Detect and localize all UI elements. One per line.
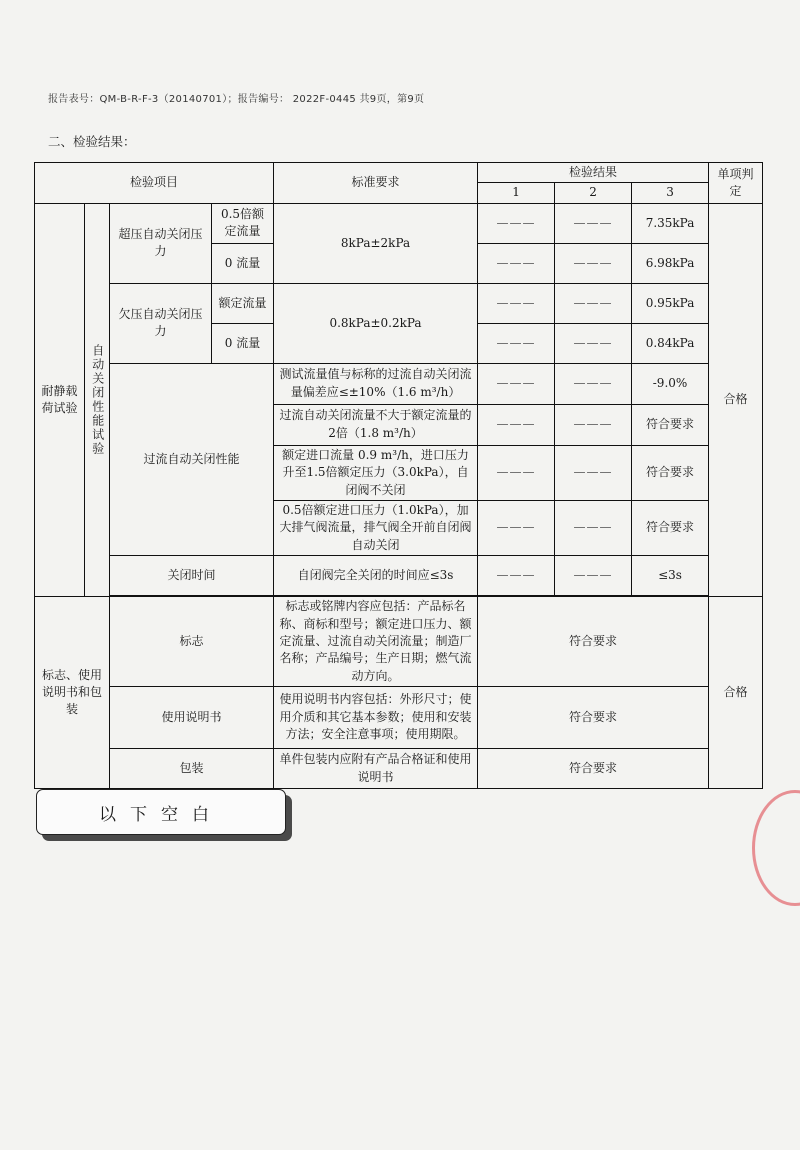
result-dash: ——— [478,445,555,500]
pack-req: 单件包装内应附有产品合格证和使用说明书 [274,749,478,789]
mark-label: 标志 [110,597,274,687]
result-dash: ——— [478,283,555,323]
result-dash: ——— [555,445,632,500]
header-result-3: 3 [632,183,709,203]
header-item: 检验项目 [35,163,274,204]
overflow-req4: 0.5倍额定进口压力（1.0kPa），加大排气阀流量，排气阀全开前自闭阀自动关闭 [274,500,478,555]
result-dash: ——— [555,500,632,555]
pack-label: 包装 [110,749,274,789]
mark-result: 符合要求 [478,597,709,687]
header-result-2: 2 [555,183,632,203]
over-r3-2: 6.98kPa [632,243,709,283]
result-dash: ——— [555,243,632,283]
under-label: 欠压自动关闭压力 [110,283,212,363]
manual-result: 符合要求 [478,687,709,749]
close-time-req: 自闭阀完全关闭的时间应≤3s [274,556,478,596]
overflow-r3-1: -9.0% [632,363,709,404]
over-label: 超压自动关闭压力 [110,203,212,283]
group2-name: 标志、使用说明书和包装 [35,597,110,789]
result-dash: ——— [478,363,555,404]
inspection-results-table [34,162,763,789]
result-dash: ——— [478,243,555,283]
overflow-r3-4: 符合要求 [632,500,709,555]
group1-subname: 自动关闭性能试验 [85,203,110,596]
result-dash: ——— [478,203,555,243]
section-title: 二、检验结果： [48,134,136,149]
manual-label: 使用说明书 [110,687,274,749]
header-judge: 单项判定 [709,163,763,204]
under-r3-1: 0.95kPa [632,283,709,323]
result-dash: ——— [478,404,555,445]
report-header: 报告表号：QM-B-R-F-3（20140701）；报告编号： 2022F-0445 共9页，第9页 [48,94,425,105]
result-dash: ——— [478,500,555,555]
group1-judge: 合格 [709,203,763,596]
pack-result: 符合要求 [478,749,709,789]
result-dash: ——— [555,323,632,363]
result-dash: ——— [555,363,632,404]
close-time-label: 关闭时间 [110,556,274,596]
header-standard: 标准要求 [274,163,478,204]
result-dash: ——— [555,283,632,323]
under-cond2: 0 流量 [212,323,274,363]
group1-name: 耐静载荷试验 [35,203,85,596]
overflow-r3-3: 符合要求 [632,445,709,500]
close-time-r3: ≤3s [632,556,709,596]
header-result-1: 1 [478,183,555,203]
overflow-req1: 测试流量值与标称的过流自动关闭流量偏差应≤±10%（1.6 m³/h） [274,363,478,404]
red-seal-stamp [752,790,800,906]
under-std: 0.8kPa±0.2kPa [274,283,478,363]
overflow-req2: 过流自动关闭流量不大于额定流量的2倍（1.8 m³/h） [274,404,478,445]
result-dash: ——— [478,323,555,363]
result-dash: ——— [555,404,632,445]
result-dash: ——— [478,556,555,596]
under-cond1: 额定流量 [212,283,274,323]
overflow-req3: 额定进口流量 0.9 m³/h，进口压力升至1.5倍额定压力（3.0kPa），自闭阀不关闭 [274,445,478,500]
overflow-label: 过流自动关闭性能 [110,363,274,555]
over-r3-1: 7.35kPa [632,203,709,243]
manual-req: 使用说明书内容包括：外形尺寸；使用介质和其它基本参数；使用和安装方法；安全注意事项；使用期限。 [274,687,478,749]
header-results: 检验结果 [478,163,709,183]
result-dash: ——— [555,556,632,596]
group2-judge: 合格 [709,597,763,789]
mark-req: 标志或铭牌内容应包括：产品标名称、商标和型号；额定进口压力、额定流量、过流自动关闭流量；制造厂名称；产品编号；生产日期；燃气流动方向。 [274,597,478,687]
result-dash: ——— [555,203,632,243]
over-cond1: 0.5倍额定流量 [212,203,274,243]
overflow-r3-2: 符合要求 [632,404,709,445]
over-cond2: 0 流量 [212,243,274,283]
under-r3-2: 0.84kPa [632,323,709,363]
blank-below-notice: 以下空白 [36,789,286,835]
over-std: 8kPa±2kPa [274,203,478,283]
